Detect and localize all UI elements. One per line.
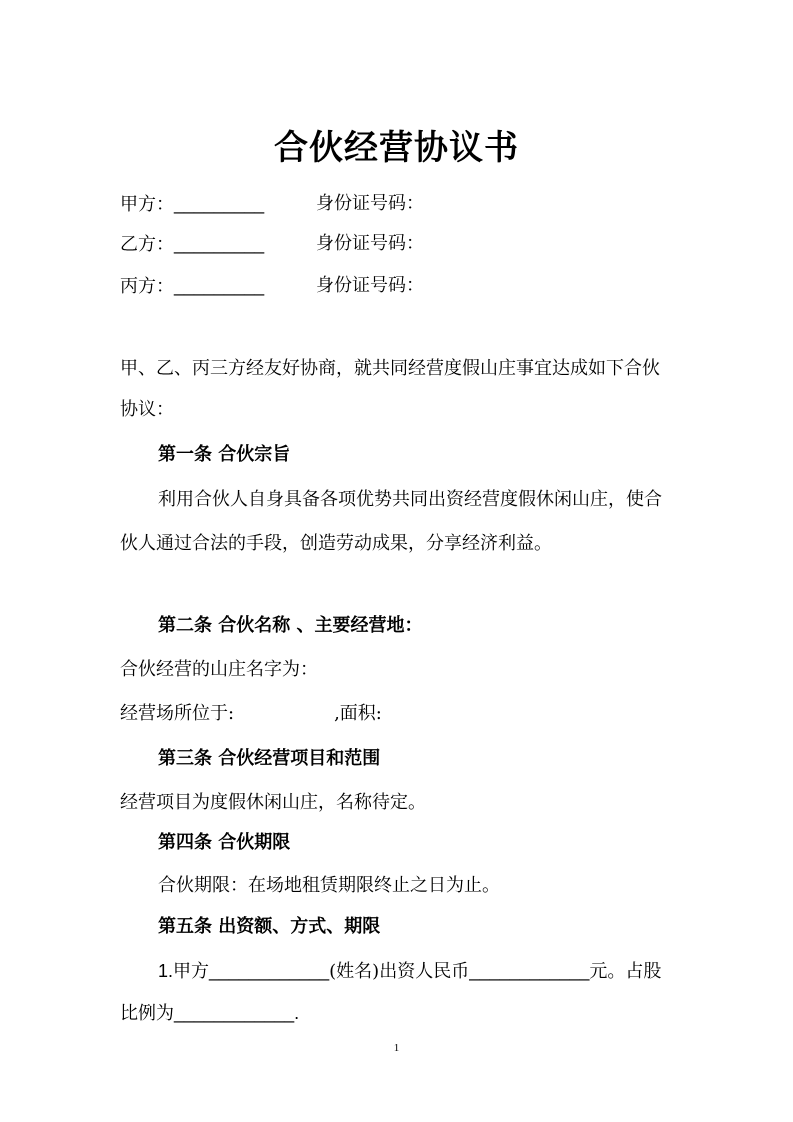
- party-jia-id-label: 身份证号码：: [316, 193, 424, 214]
- party-yi-id-label: 身份证号码：: [316, 233, 424, 254]
- party-jia-label: 甲方: [173, 961, 210, 982]
- name-blank: ____________: [209, 961, 330, 981]
- party-label: 丙方：: [120, 276, 174, 297]
- party-name-blank: _________: [174, 194, 265, 214]
- item-number: 1.: [158, 961, 174, 981]
- party-name-blank: _________: [174, 276, 265, 296]
- party-jia: [120, 191, 264, 218]
- page-number: 1: [393, 1042, 400, 1054]
- party-yi: [120, 231, 264, 258]
- article-1-heading: 第一条 合伙宗旨: [158, 444, 291, 465]
- article-4-line-1: 合伙期限：在场地租赁期限终止之日为止。: [158, 875, 500, 896]
- intro-line-2: 协议：: [120, 399, 174, 420]
- article-3-heading: 第三条 合伙经营项目和范围: [158, 748, 381, 769]
- intro-line-1: 甲、乙、丙三方经友好协商，就共同经营度假山庄事宜达成如下合伙: [120, 358, 660, 379]
- article-4-heading: 第四条 合伙期限: [158, 832, 291, 853]
- name-note: (姓名)出资人民币: [329, 961, 470, 982]
- article-2-heading: 第二条 合伙名称 、主要经营地：: [158, 615, 423, 636]
- article-3-line-1: 经营项目为度假休闲山庄，名称待定。: [120, 792, 426, 813]
- article-5-item-1: [158, 958, 661, 985]
- article-1-line-1: 利用合伙人自身具备各项优势共同出资经营度假休闲山庄，使合: [158, 489, 662, 510]
- article-1-line-2: 伙人通过合法的手段，创造劳动成果，分享经济利益。: [120, 533, 552, 554]
- party-name-blank: _________: [174, 234, 265, 254]
- share-blank: ____________: [174, 1003, 295, 1023]
- share-end: .: [294, 1003, 300, 1023]
- amount-unit: 元。占股: [589, 961, 662, 982]
- party-label: 甲方：: [120, 194, 174, 215]
- area-label: ,面积:: [334, 703, 382, 724]
- document-title: 合伙经营协议书: [274, 128, 519, 168]
- amount-blank: ____________: [469, 961, 590, 981]
- article-2-line-2: [120, 701, 382, 727]
- party-label: 乙方：: [120, 234, 174, 255]
- article-2-line-1: 合伙经营的山庄名字为：: [120, 659, 318, 680]
- location-label: 经营场所位于:: [120, 703, 235, 724]
- party-bing-id-label: 身份证号码：: [316, 275, 424, 296]
- article-5-heading: 第五条 出资额、方式、期限: [158, 916, 381, 937]
- party-bing: [120, 273, 264, 300]
- article-5-item-1-line-2: [120, 1000, 299, 1027]
- share-label: 比例为: [120, 1003, 174, 1024]
